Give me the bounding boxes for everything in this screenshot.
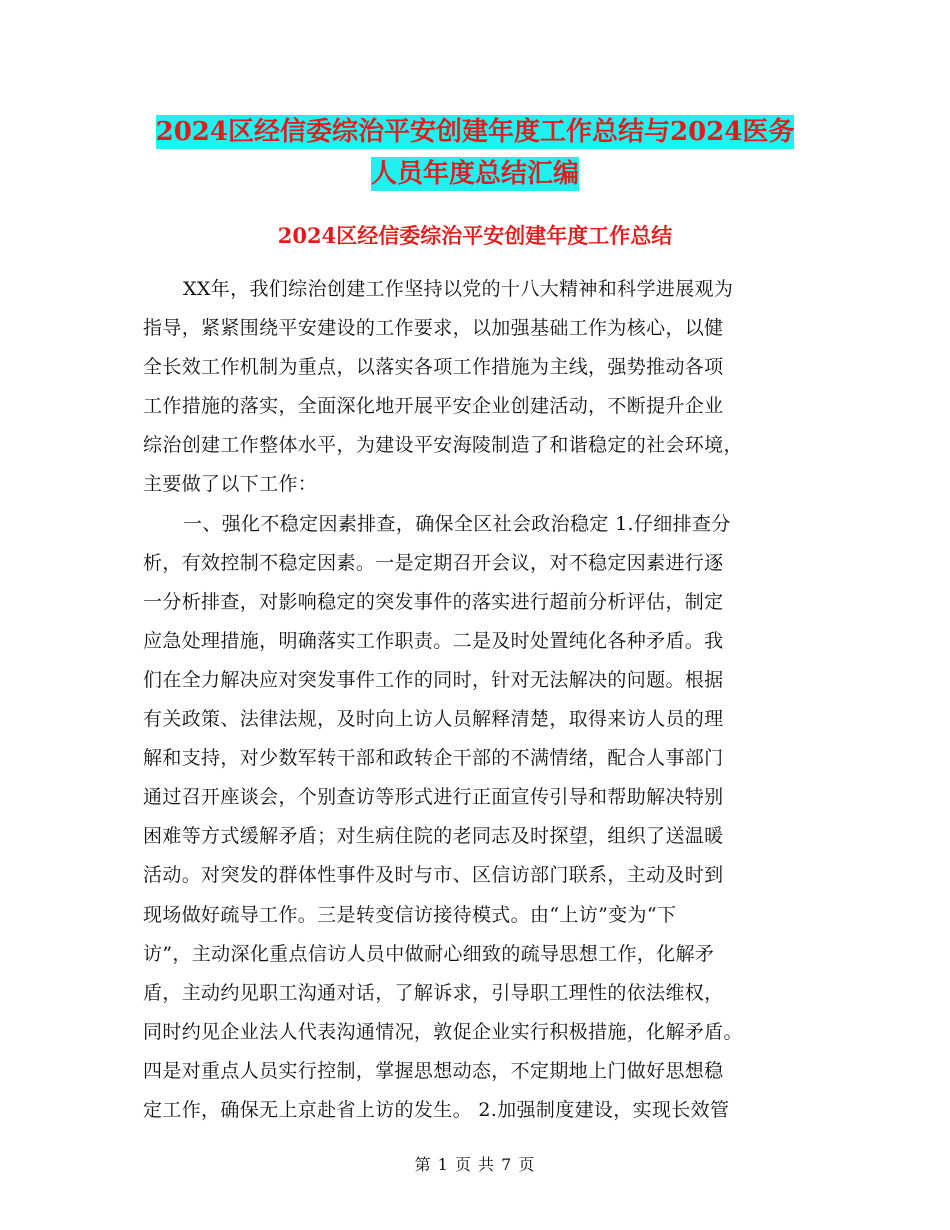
paragraph-line: 访”，主动深化重点信访人员中做耐心细致的疏导思想工作，化解矛	[143, 942, 715, 965]
paragraph-line: 综治创建工作整体水平，为建设平安海陵制造了和谐稳定的社会环境，	[143, 434, 743, 457]
paragraph-line: 困难等方式缓解矛盾；对生病住院的老同志及时探望，组织了送温暖	[143, 825, 724, 848]
paragraph-line: 一分析排查，对影响稳定的突发事件的落实进行超前分析评估，制定	[143, 590, 724, 613]
paragraph-line: 指导，紧紧围绕平安建设的工作要求，以加强基础工作为核心，以健	[143, 317, 724, 340]
paragraph-line: 工作措施的落实，全面深化地开展平安企业创建活动，不断提升企业	[143, 395, 724, 418]
paragraph-line: 定工作，确保无上京赴省上访的发生。 2.加强制度建设，实现长效管	[143, 1098, 730, 1121]
paragraph-line: 一、强化不稳定因素排查，确保全区社会政治稳定 1.仔细排查分	[183, 512, 731, 535]
paragraph-line: 活动。对突发的群体性事件及时与市、区信访部门联系，主动及时到	[143, 864, 724, 887]
paragraph-line: 同时约见企业法人代表沟通情况，敦促企业实行积极措施，化解矛盾。	[143, 1020, 743, 1043]
document-title-line-2: 人员年度总结汇编	[370, 159, 579, 189]
paragraph-line: 盾，主动约见职工沟通对话，了解诉求，引导职工理性的依法维权，	[143, 981, 724, 1004]
paragraph-line: 解和支持，对少数军转干部和政转企干部的不满情绪，配合人事部门	[143, 747, 724, 770]
paragraph-line: 四是对重点人员实行控制，掌握思想动态，不定期地上门做好思想稳	[143, 1059, 724, 1082]
body-text	[143, 270, 807, 1130]
page-footer: 第 1 页 共 7 页	[414, 1155, 536, 1174]
paragraph-line: 通过召开座谈会，个别查访等形式进行正面宣传引导和帮助解决特别	[143, 786, 724, 809]
paragraph-line: 析，有效控制不稳定因素。一是定期召开会议，对不稳定因素进行逐	[143, 551, 724, 574]
paragraph-line: 主要做了以下工作：	[143, 473, 318, 496]
paragraph-line: 现场做好疏导工作。三是转变信访接待模式。由“上访”变为“下	[143, 903, 677, 926]
paragraph-line: 应急处理措施，明确落实工作职责。二是及时处置纯化各种矛盾。我	[143, 629, 724, 652]
document-title-line-1: 2024区经信委综治平安创建年度工作总结与2024医务	[155, 117, 795, 147]
paragraph-line: 全长效工作机制为重点，以落实各项工作措施为主线，强势推动各项	[143, 356, 724, 379]
paragraph-line: 有关政策、法律法规，及时向上访人员解释清楚，取得来访人员的理	[143, 708, 724, 731]
paragraph-line: 们在全力解决应对突发事件工作的同时，针对无法解决的问题。根据	[143, 668, 724, 691]
paragraph-line: XX年，我们综治创建工作坚持以党的十八大精神和科学进展观为	[183, 278, 734, 300]
section-title: 2024区经信委综治平安创建年度工作总结	[277, 223, 673, 248]
